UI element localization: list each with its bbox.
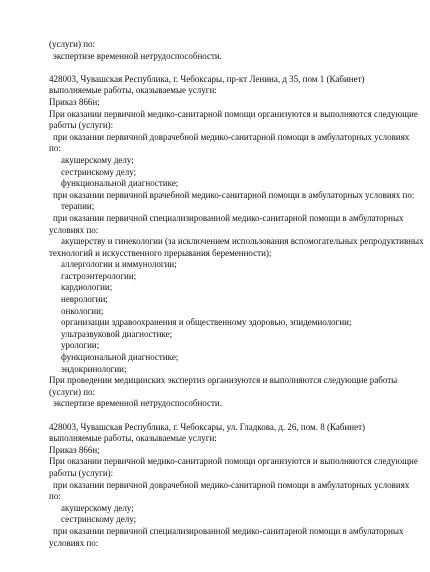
text-line: при оказании первичной доврачебной медико-санитарной помощи в амбулаторных условиях xyxy=(53,479,410,490)
text-line: (услуги) по: xyxy=(49,39,96,49)
text-line: по: xyxy=(49,491,61,502)
text-line: При проведении медицинских экспертиз организуются и выполняются следующие работы xyxy=(49,375,398,386)
text-line: сестринскому делу; xyxy=(61,514,137,525)
text-line: акушерскому делу; xyxy=(61,502,134,513)
text-line: по: xyxy=(49,143,61,154)
document-body xyxy=(49,39,424,549)
text-line: технологий и искусственного прерывания беременности); xyxy=(49,247,272,258)
text-line: неврологии; xyxy=(61,294,108,305)
text-line: работы (услуги): xyxy=(49,120,114,131)
text-line: онкологии; xyxy=(61,305,104,316)
text-line: При оказании первичной медико-санитарной помощи организуются и выполняются следующие xyxy=(49,108,418,119)
text-line: при оказании первичной специализированной медико-санитарной помощи в амбулаторных xyxy=(53,525,404,536)
text-line: При оказании первичной медико-санитарной помощи организуются и выполняются следующие xyxy=(49,456,418,467)
text-line: Приказ 866н; xyxy=(49,96,100,107)
text-line: акушерству и гинекологии (за исключением использования вспомогательных репродуктивных xyxy=(61,236,424,247)
text-line: экспертизе временной нетрудоспособности. xyxy=(53,50,222,61)
text-line: функциональной диагностике; xyxy=(61,352,179,363)
text-line: при оказании первичной специализированной медико-санитарной помощи в амбулаторных xyxy=(53,212,404,223)
text-line: организации здравоохранения и общественному здоровью, эпидемиологии; xyxy=(61,317,352,328)
text-line: ультразвуковой диагностике; xyxy=(61,328,173,339)
text-line: при оказании первичной доврачебной медико-санитарной помощи в амбулаторных условиях xyxy=(53,131,410,142)
text-line: работы (услуги): xyxy=(49,467,114,478)
text-line: кардиологии; xyxy=(61,282,113,293)
text-line: 428003, Чувашская Республика, г. Чебоксары, пр-кт Ленина, д 35, пом 1 (Кабинет) xyxy=(49,73,365,84)
text-line: выполняемые работы, оказываемые услуги: xyxy=(49,85,217,96)
text-line: функциональной диагностике; xyxy=(61,178,179,189)
text-line: эндокринологии; xyxy=(61,363,127,374)
text-line: условиях по: xyxy=(49,537,99,548)
text-line: (услуги) по: xyxy=(49,386,96,397)
text-line: при оказании первичной врачебной медико-санитарной помощи в амбулаторных условиях по: xyxy=(53,189,415,200)
text-line: Приказ 866н; xyxy=(49,444,100,455)
text-line: условиях по: xyxy=(49,224,99,235)
text-line: урологии; xyxy=(61,340,100,351)
text-line: аллергологии и иммунологии; xyxy=(61,259,177,270)
text-line: сестринскому делу; xyxy=(61,166,137,177)
blank-line xyxy=(49,62,419,74)
text-line: акушерскому делу; xyxy=(61,154,134,165)
text-line: выполняемые работы, оказываемые услуги: xyxy=(49,433,217,444)
text-line: гастроэнтерологии; xyxy=(61,270,137,281)
text-line: терапии; xyxy=(61,201,95,212)
text-line: экспертизе временной нетрудоспособности. xyxy=(53,398,222,409)
text-line: 428003, Чувашская Республика, г. Чебоксары, ул. Гладкова, д. 26, пом. 8 (Кабинет) xyxy=(49,421,366,432)
blank-line xyxy=(49,410,419,422)
